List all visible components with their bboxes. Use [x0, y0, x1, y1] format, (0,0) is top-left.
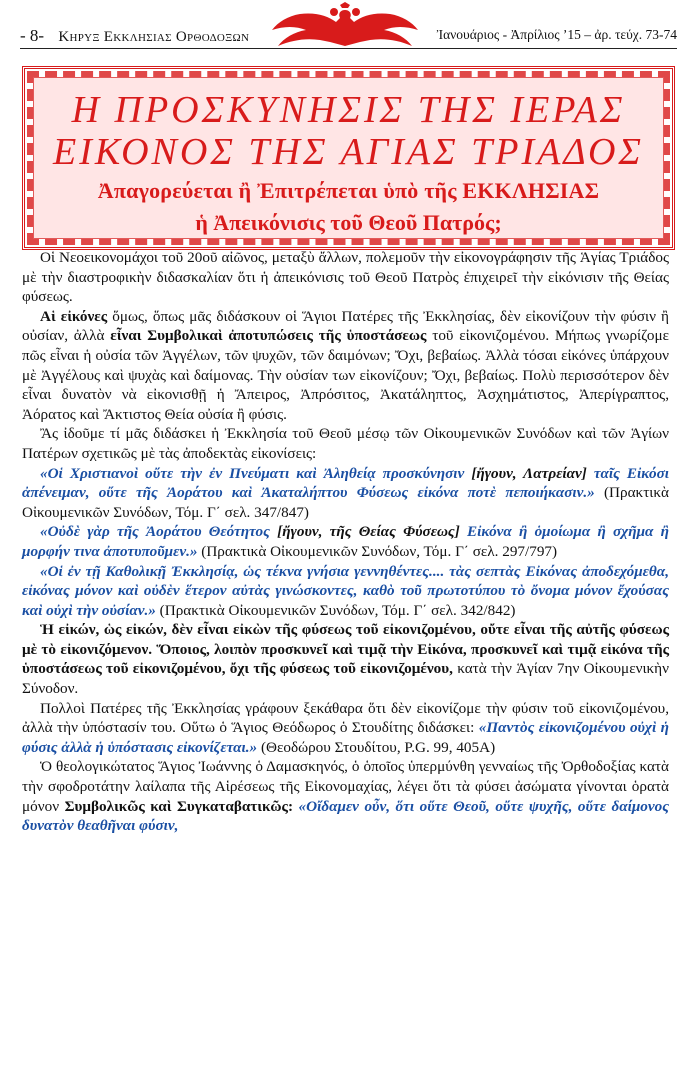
p6-quote: «Οἴδαμεν οὖν, ὅτι οὔτε Θεοῦ, οὔτε ψυχῆς, οὔτε δαίμονος δυνατὸν θεαθῆναι φύσιν,: [22, 797, 670, 835]
q1-quote-a: «Οἱ Χριστιανοὶ οὔτε τὴν ἐν Πνεύματι καὶ Ἀληθείᾳ προσκύνησιν: [40, 464, 472, 482]
subtitle-line-2: ἡ Ἀπεικόνισις τοῦ Θεοῦ Πατρός;: [195, 210, 502, 235]
header-divider: [20, 48, 677, 49]
title-line-2: ΕΙΚΟΝΟΣ ΤΗΣ ΑΓΙΑΣ ΤΡΙΑΔΟΣ: [53, 131, 644, 173]
header-left: [20, 26, 249, 46]
page-number: - 8-: [20, 26, 45, 45]
paragraph-3: Ἂς ἰδοῦμε τί μᾶς διδάσκει ἡ Ἐκκλησία τοῦ Θεοῦ μέσῳ τῶν Οἰκουμενικῶν Συνόδων καὶ τῶν Ἁγίων Πατέρων σχετικῶς μὲ τὰς ἀποδεκτὰς εἰκονίσεις:: [22, 425, 669, 462]
quote-1: [22, 464, 669, 523]
p5-quote: «Παντὸς εἰκονιζομένου οὐχὶ ἡ φύσις ἀλλὰ ἡ ὑπόστασις εἰκονίζεται.»: [22, 719, 670, 756]
paragraph-4: [22, 620, 669, 698]
subtitle-line-1: Ἀπαγορεύεται ἢ Ἐπιτρέπεται ὑπὸ τῆς ΕΚΚΛΗΣΙΑΣ: [97, 178, 600, 203]
q2-quote-c: Εἰκόνα ἢ ὁμοίωμα ἢ σχῆμα ἢ μορφήν τινα ἀποτυποῦμεν.»: [22, 523, 669, 560]
p5-reference: (Θεοδώρου Στουδίτου, P.G. 99, 405Α): [257, 738, 496, 756]
p5-text-a: Πολλοὶ Πατέρες τῆς Ἐκκλησίας γράφουν ξεκάθαρα ὅτι δὲν εἰκονίζομε τὴν φύσιν τοῦ εἰκονιζομένου, ἀλλὰ τὴν ὑπόστασίν του. Οὕτω ὁ Ἅγιος Θεόδωρος ὁ Στουδίτης διδάσκει:: [22, 699, 669, 737]
p4-text: κατὰ τὴν Ἁγίαν 7ην Οἰκουμενικὴν Σύνοδον.: [22, 660, 669, 698]
q2-bracket: [ἤγουν, τῆς Θείας Φύσεως]: [277, 523, 460, 541]
paragraph-6: [22, 757, 669, 835]
quote-3: [22, 562, 669, 621]
q1-reference: (Πρακτικὰ Οἰκουμενικῶν Συνόδων, Τόμ. Γ΄ σελ. 347/847): [22, 484, 670, 521]
q1-bracket: [ἤγουν, Λατρείαν]: [471, 464, 587, 482]
p2-bold-c: εἶναι Συμβολικαὶ ἀποτυπώσεις τῆς ὑποστάσεως: [110, 327, 427, 345]
paragraph-5: [22, 699, 669, 758]
p2-bold-a: Αἱ εἰκόνες: [40, 307, 108, 325]
quote-2: [22, 522, 669, 561]
page-header: [0, 0, 691, 62]
paragraph-2: [22, 307, 669, 425]
title-box-inner: [33, 77, 664, 239]
q2-reference: (Πρακτικὰ Οἰκουμενικῶν Συνόδων, Τόμ. Γ΄ σελ. 297/797): [197, 542, 558, 560]
article-body: [22, 248, 669, 836]
q1-quote-c: ταῖς Εἰκόσι ἀπένειμαν, οὔτε τῆς Ἀοράτου καὶ Ἀκαταλήπτου Φύσεως εἰκόνα ποτὲ πεποιήκασιν.»: [22, 464, 669, 502]
title-box: [22, 66, 675, 250]
p6-bold: Συμβολικῶς καὶ Συγκαταβατικῶς:: [64, 797, 294, 815]
p2-text-d: τοῦ εἰκονιζομένου. Μήπως γνωρίζομε πῶς εἶναι ἡ οὐσία τῶν Ἀγγέλων, τῶν ψυχῶν, τῶν δαιμόνων; Ὄχι, βεβαίως. Ἀλλὰ τόσαι εἰκόνες ὑπάρχουν μὲ Ἀγγέλους καὶ ψυχὰς καὶ δαίμονας. Τὴν οὐσίαν των εἰκονίζουν; Ὄχι, βεβαίως. Πολὺ περισσότερον δὲν εἶναι δυνατὸν νὰ εἰκονισθῇ ἡ Ἄπειρος, Ἀπρόσιτος, Ἀκατάληπτος, Ἀσχημάτιστος, Ἀπερίγραπτος, Ἀόρατος καὶ Ἄκτιστος Θεία οὐσία ἢ φύσις.: [22, 327, 669, 423]
p4-bold: Ἡ εἰκών, ὡς εἰκών, δὲν εἶναι εἰκὼν τῆς φύσεως τοῦ εἰκονιζομένου, οὔτε εἶναι τῆς αὐτῆς φύσεως μὲ τὸ εἰκονιζόμενον. Ὅποιος, λοιπὸν προσκυνεῖ καὶ τιμᾷ τὴν Εἰκόνα, προσκυνεῖ καὶ τιμᾷ εἰκόνα τῆς ὑποστάσεως τοῦ εἰκονιζομένου, ὄχι τῆς φύσεως τοῦ εἰκονιζομένου,: [22, 621, 669, 678]
p6-text-a: Ὁ θεολογικώτατος Ἅγιος Ἰωάννης ὁ Δαμασκηνός, ὁ ὁποῖος ὑπερμύνθη γενναίως τῆς Ὀρθοδοξίας κατὰ τὴν σφοδροτάτην λαίλαπα τῆς Αἱρέσεως τῆς Εἰκονομαχίας, λέγει ὅτι τὰ φύσει ἀσώματα γίνονται ὁρατὰ μόνον: [22, 758, 669, 815]
p2-text-b: ὅμως, ὅπως μᾶς διδάσκουν οἱ Ἅγιοι Πατέρες τῆς Ἐκκλησίας, δὲν εἰκονίζουν τὴν φύσιν ἢ οὐσίαν, ἀλλὰ: [22, 307, 669, 345]
magazine-title: Κηρυξ Εκκλησιας Ορθοδοξων: [58, 29, 250, 45]
title-line-1: Η ΠΡΟΣΚΥΝΗΣΙΣ ΤΗΣ ΙΕΡΑΣ: [71, 89, 626, 131]
double-headed-eagle-icon: [270, 2, 420, 50]
issue-info: Ἰανουάριος - Ἀπρίλιος ’15 – ἀρ. τεύχ. 73-74: [436, 27, 677, 42]
q2-quote-a: «Οὐδὲ γὰρ τῆς Ἀοράτου Θεότητος: [40, 523, 278, 541]
paragraph-1: Οἱ Νεοεικονομάχοι τοῦ 20οῦ αἰῶνος, μεταξὺ ἄλλων, πολεμοῦν τὴν εἰκονογράφησιν τῆς Ἁγίας Τριάδος μὲ τὴν διαστροφικὴν διδασκαλίαν ὅτι ἡ ἀπεικόνισις τοῦ Θεοῦ Πατρὸς ἐπιχειρεῖ τὴν εἰκόνισιν τῆς Θείας φύσεως.: [22, 249, 669, 306]
q3-reference: (Πρακτικὰ Οἰκουμενικῶν Συνόδων, Τόμ. Γ΄ σελ. 342/842): [155, 601, 516, 619]
q3-quote: «Οἱ ἐν τῇ Καθολικῇ Ἐκκλησίᾳ, ὡς τέκνα γνήσια γεννηθέντες.... τὰς σεπτὰς Εἰκόνας ἀποδεχόμεθα, εἰκόνας μόνον καὶ οὐδὲν ἕτερον αὐτὰς γινώσκοντες, καθὸ τοῦ πρωτοτύπου τὸ ὄνομα μόνον ἔχούσας καὶ οὐχὶ τὴν οὐσίαν.»: [22, 562, 669, 619]
